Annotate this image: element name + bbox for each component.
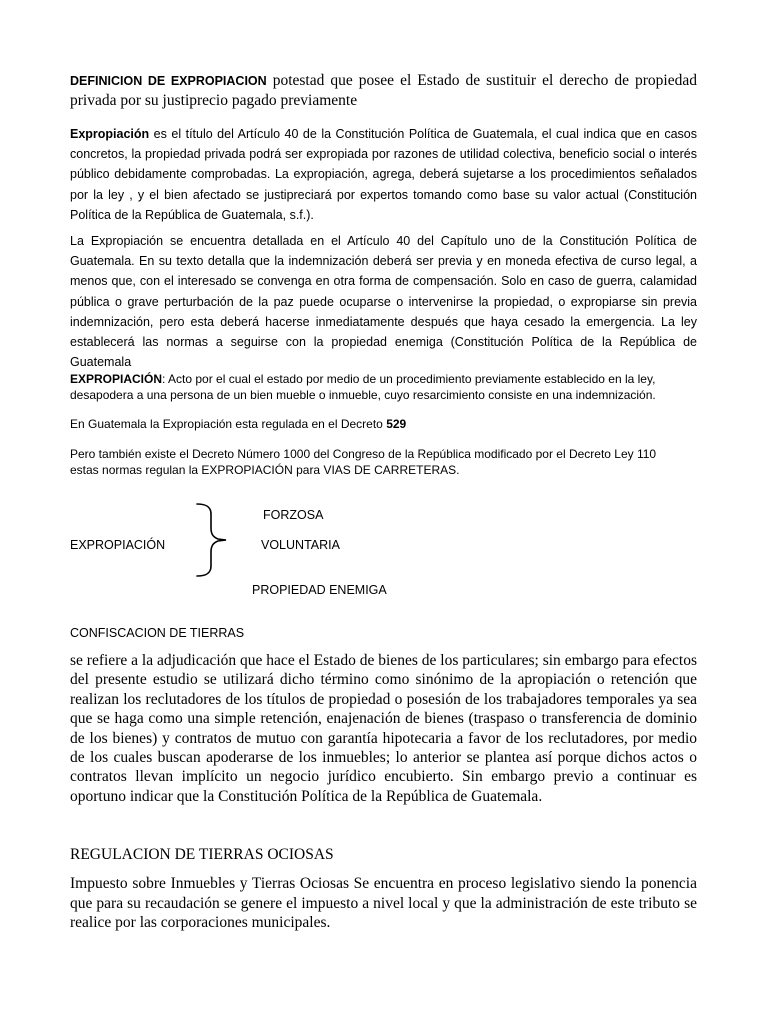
decreto-number: 529 bbox=[386, 417, 407, 431]
diagram-root-label: EXPROPIACIÓN bbox=[70, 538, 166, 552]
regulacion-paragraph: Impuesto sobre Inmuebles y Tierras Ociosas Se encuentra en proceso legislativo siendo la ponencia que para su recaudación se genere el impuesto a nivel local y que la administración de este tributo se realice por las corporaciones municipales. bbox=[70, 875, 697, 932]
articulo-40-text: es el título del Artículo 40 de la Constitución Política de Guatemala, el cual indica que en casos concretos, la propiedad privada podrá ser expropiada por razones de utilidad colectiva, beneficio social o interés público debidamente comprobadas. La expropiación, agrega, deberá sujetarse a los procedimientos señalados por la ley , y el bien afectado se justipreciará por expertos tomando como base su valor actual (Constitución Política de la República de Guatemala, s.f.). bbox=[70, 127, 697, 222]
diagram-branch-voluntaria: VOLUNTARIA bbox=[261, 538, 340, 552]
definicion-term: DEFINICION DE EXPROPIACION bbox=[70, 74, 267, 88]
decreto-1000-paragraph bbox=[70, 447, 697, 478]
expropiacion-term: Expropiación bbox=[70, 127, 150, 141]
decreto-1000-line2: estas normas regulan la EXPROPIACIÓN para VIAS DE CARRETERAS. bbox=[70, 462, 460, 477]
definicion-text: potestad que posee el Estado de sustituir el derecho de propiedad privada por su justiprecio pagado previamente bbox=[70, 72, 697, 109]
articulo-40-paragraph bbox=[70, 124, 697, 225]
decreto-1000-line1: Pero también existe el Decreto Número 1000 del Congreso de la República modificado por el Decreto Ley 110 bbox=[70, 447, 657, 461]
acto-paragraph bbox=[70, 372, 697, 403]
regulacion-heading: REGULACION DE TIERRAS OCIOSAS bbox=[70, 846, 334, 863]
decreto-paragraph bbox=[70, 417, 697, 432]
decreto-text: En Guatemala la Expropiación esta regulada en el Decreto bbox=[70, 417, 387, 431]
acto-term: EXPROPIACIÓN bbox=[70, 372, 163, 386]
curly-brace-icon bbox=[196, 502, 256, 578]
capitulo-uno-paragraph: La Expropiación se encuentra detallada en el Artículo 40 del Capítulo uno de la Constitución Política de Guatemala. En su texto detalla que la indemnización deberá ser previa y en moneda efectiva de curso legal, a menos que, con el interesado se convenga en otra forma de compensación. Solo en caso de guerra, calamidad pública o grave perturbación de la paz puede ocuparse o intervenirse la propiedad, o expropiarse sin previa indemnización, pero esta deberá hacerse inmediatamente después que haya cesado la emergencia. La ley establecerá las normas a seguirse con la propiedad enemiga (Constitución Política de la República de Guatemala bbox=[70, 234, 697, 370]
definicion-paragraph bbox=[70, 71, 697, 111]
confiscacion-paragraph: se refiere a la adjudicación que hace el Estado de bienes de los particulares; sin embargo para efectos del presente estudio se utilizará dicho término como sinónimo de la apropiación o retención que realizan los reclutadores de los títulos de propiedad o posesión de los trabajadores temporales ya sea que se haga como una simple retención, enajenación de bienes (traspaso o transferencia de dominio de los bienes) y contratos de mutuo con garantía hipotecaria a favor de los reclutadores, por medio de los cuales buscan apoderarse de los inmuebles; lo anterior se plantea así porque dichos actos o contratos llevan implícito un negocio jurídico encubierto. Sin embargo previo a continuar es oportuno indicar que la Constitución Política de la República de Guatemala. bbox=[70, 652, 697, 805]
diagram-branch-forzosa: FORZOSA bbox=[263, 508, 324, 522]
acto-text: : Acto por el cual el estado por medio de un procedimiento previamente establecido en la ley, desapodera a una persona de un bien mueble o inmueble, cuyo resarcimiento consiste en una indemnización. bbox=[70, 372, 656, 402]
confiscacion-heading: CONFISCACION DE TIERRAS bbox=[70, 626, 245, 640]
diagram-branch-propiedad-enemiga: PROPIEDAD ENEMIGA bbox=[252, 583, 387, 597]
